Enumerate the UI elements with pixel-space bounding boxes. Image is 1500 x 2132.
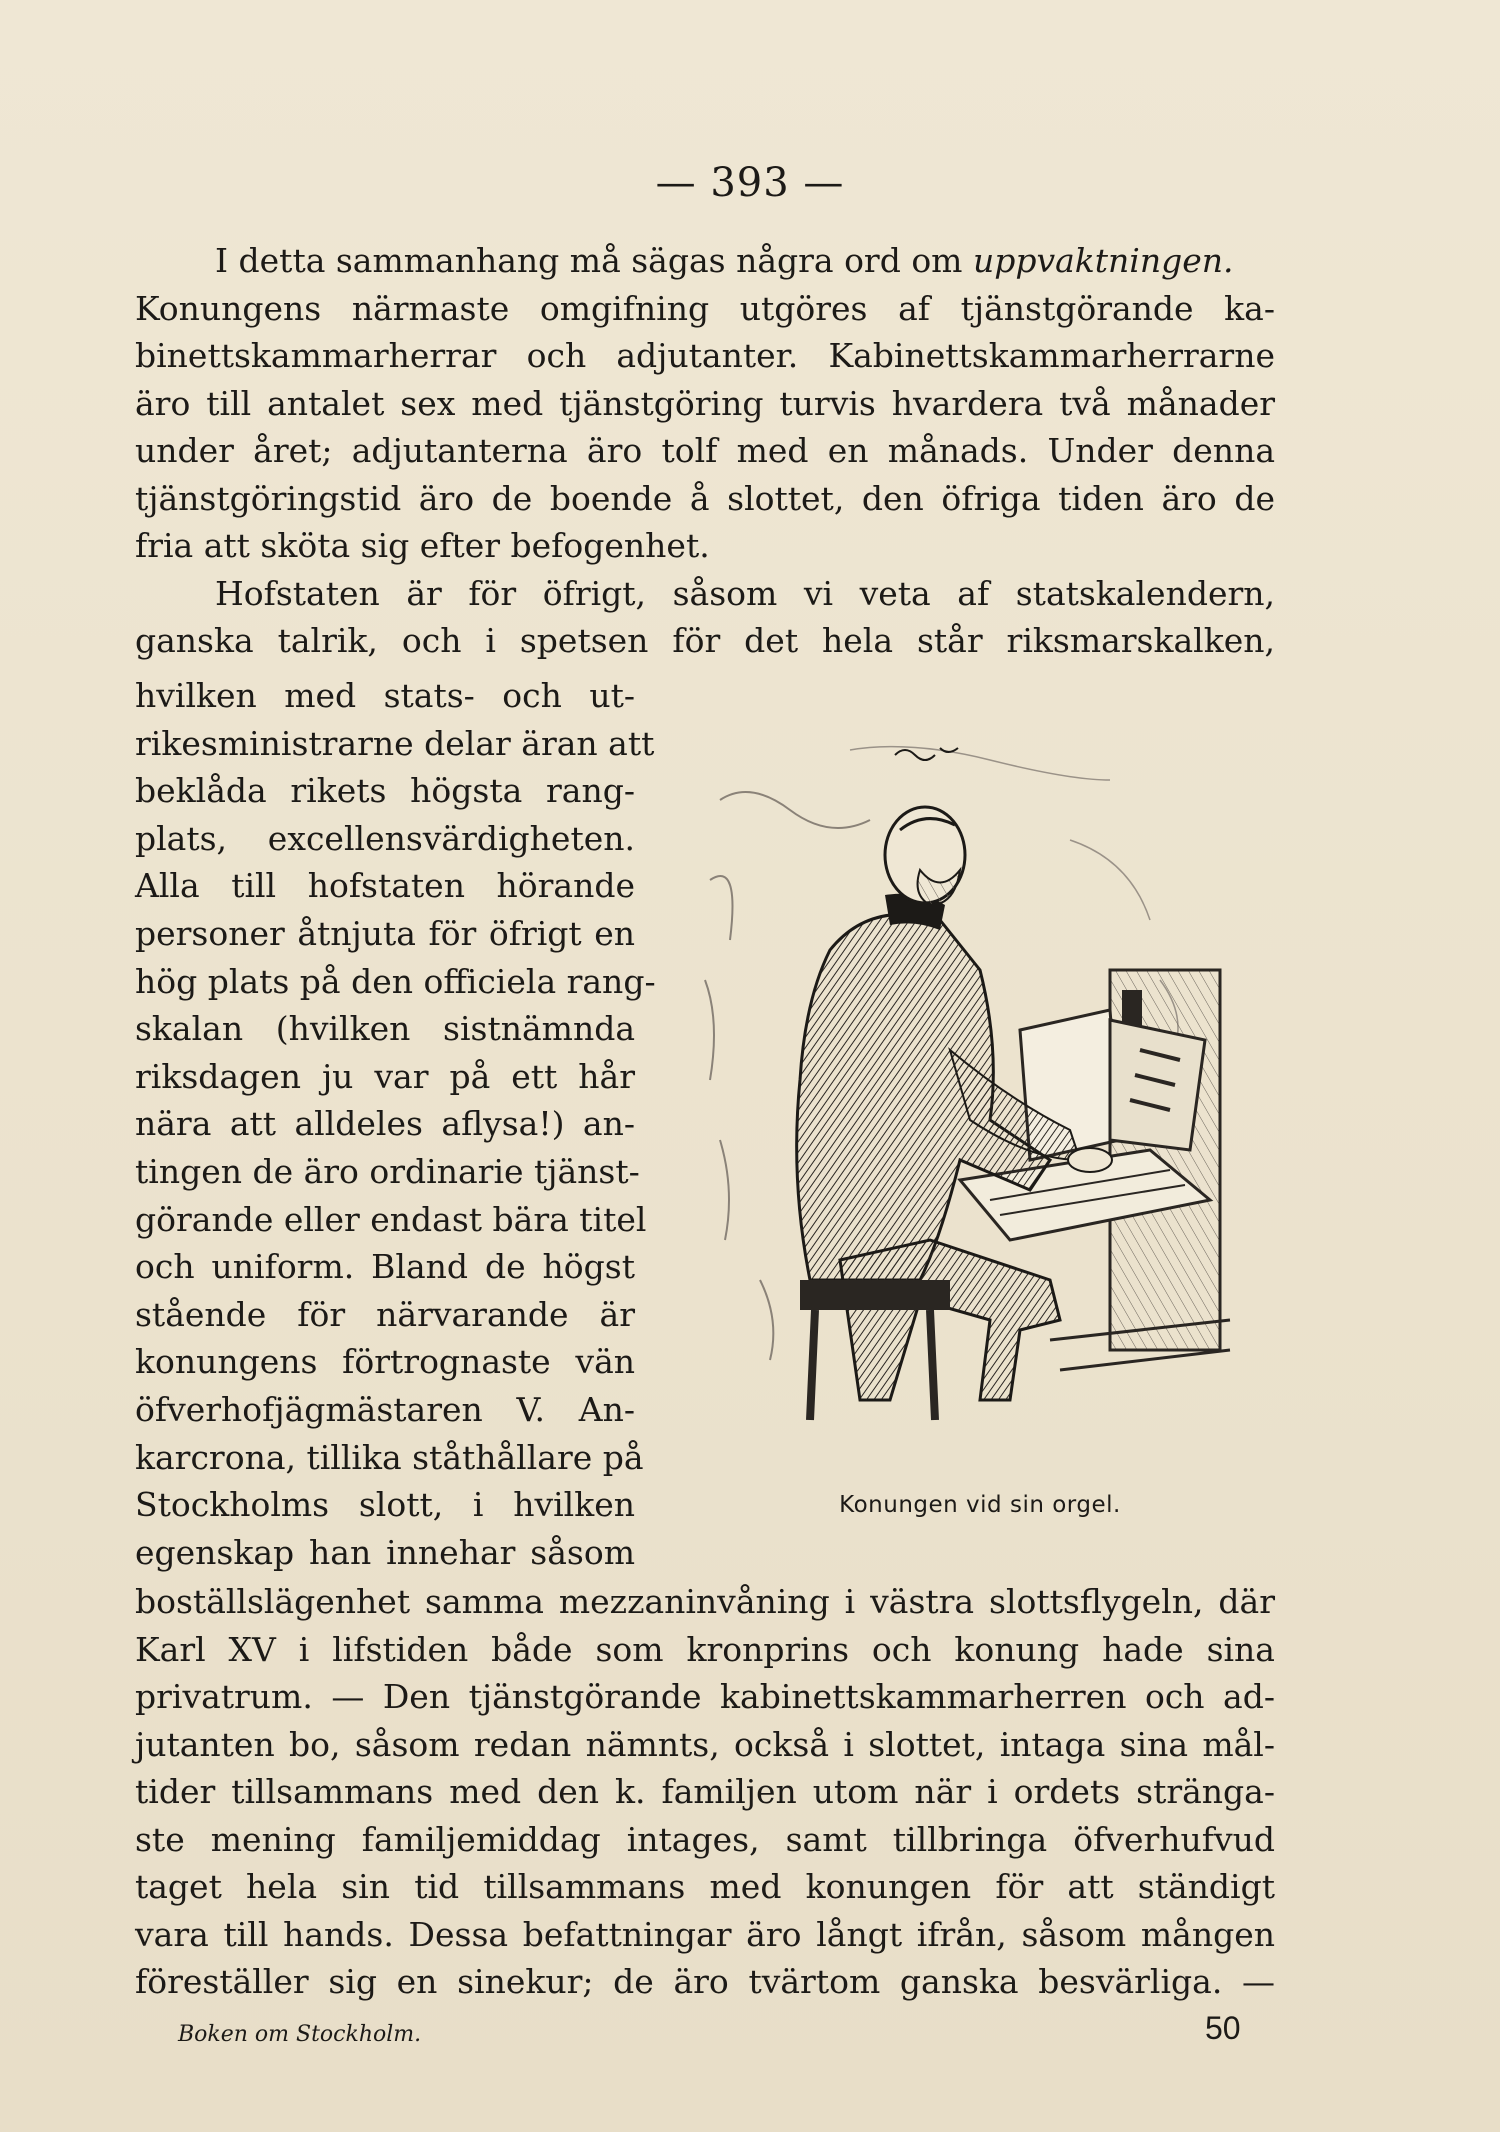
page-number-header: — 393 —: [655, 160, 845, 206]
footer-book-title: Boken om Stockholm.: [178, 2022, 422, 2047]
text-line: Alla till hofstaten hörande: [135, 866, 635, 906]
text-line: föreställer sig en sinekur; de äro tvärtom ganska besvärliga. —: [135, 1962, 1275, 2001]
text-line: fria att sköta sig efter befogenhet.: [135, 526, 710, 565]
paragraph-uppvaktningen: [135, 237, 1275, 665]
text-line: under året; adjutanterna äro tolf med en månads. Under denna: [135, 431, 1275, 470]
text-line: ste mening familjemiddag intages, samt tillbringa öfverhufvud: [135, 1819, 1275, 1859]
text-line: karcrona, tillika ståthållare på: [135, 1437, 644, 1477]
figure-caption: Konungen vid sin orgel.: [839, 1492, 1121, 1518]
text-line: egenskap han innehar såsom: [135, 1532, 635, 1572]
paragraph-hofstaten-bottom: [135, 1578, 1275, 2006]
text-line: ganska talrik, och i spetsen för det hela står riksmarskalken,: [135, 621, 1275, 660]
text-line: tingen de äro ordinarie tjänst-: [135, 1151, 640, 1191]
text-line: nära att alldeles aflysa!) an-: [135, 1104, 635, 1144]
footer-signature-number: 50: [1205, 2010, 1241, 2046]
text-line: plats, excellensvärdigheten.: [135, 818, 635, 858]
text-line: vara till hands. Dessa befattningar äro långt ifrån, såsom mången: [135, 1914, 1275, 1954]
emphasis-word: uppvaktningen.: [972, 241, 1234, 280]
text-line: jutanten bo, såsom redan nämnts, också i slottet, intaga sina mål-: [135, 1724, 1275, 1764]
text-line: privatrum. — Den tjänstgörande kabinettskammarherren och ad-: [135, 1677, 1275, 1716]
text-line: stående för närvarande är: [135, 1294, 635, 1334]
paragraph-hofstaten-narrow: [135, 672, 656, 1576]
text-line: och uniform. Bland de högst: [135, 1247, 635, 1287]
text-line: hvilken med stats- och ut-: [135, 676, 635, 715]
text-line: görande eller endast bära titel: [135, 1199, 647, 1239]
text-line: taget hela sin tid tillsammans med konungen för att ständigt: [135, 1867, 1275, 1906]
text-line: I detta sammanhang må sägas några ord om uppvaktningen.: [215, 241, 1234, 280]
text-line: beklåda rikets högsta rang-: [135, 771, 635, 811]
text-line: rikesministrarne delar äran att: [135, 723, 655, 763]
text-line: binettskammarherrar och adjutanter. Kabinettskammarherrarne: [135, 336, 1275, 375]
text-line: personer åtnjuta för öfrigt en: [135, 913, 635, 953]
text-line: riksdagen ju var på ett hår: [135, 1056, 635, 1096]
text-line: äro till antalet sex med tjänstgöring turvis hvardera två månader: [135, 383, 1275, 423]
text-line: skalan (hvilken sistnämnda: [135, 1009, 635, 1049]
text-line: tjänstgöringstid äro de boende å slottet, den öfriga tiden äro de: [135, 478, 1275, 518]
organ-sketch-drawing: [690, 720, 1260, 1480]
text-line: boställslägenhet samma mezzaninvåning i västra slottsflygeln, där: [135, 1582, 1275, 1621]
text-line: Stockholms slott, i hvilken: [135, 1485, 635, 1525]
text-line: Konungens närmaste omgifning utgöres af tjänstgörande ka-: [135, 288, 1275, 328]
text-line: Hofstaten är för öfrigt, såsom vi veta af statskalendern,: [215, 573, 1275, 613]
text-line: konungens förtrognaste vän: [135, 1342, 635, 1382]
text-line: hög plats på den officiela rang-: [135, 961, 656, 1001]
text-line: tider tillsammans med den k. familjen utom när i ordets stränga-: [135, 1772, 1275, 1811]
text-line: öfverhofjägmästaren V. An-: [135, 1389, 635, 1429]
illustration-king-at-organ: [690, 720, 1260, 1480]
text-line: Karl XV i lifstiden både som kronprins och konung hade sina: [135, 1629, 1275, 1669]
